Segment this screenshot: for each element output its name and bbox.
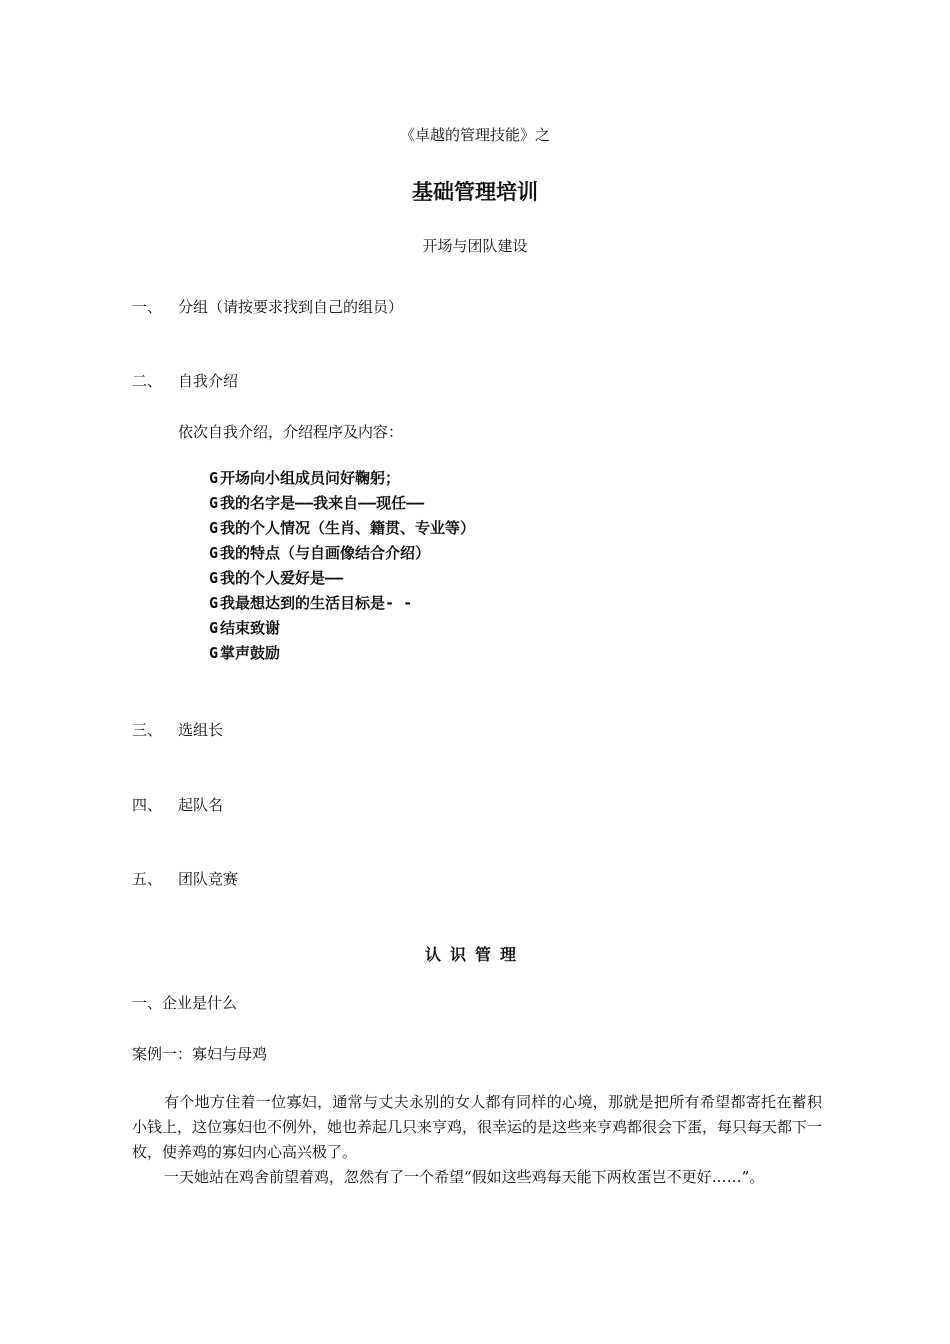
section-text: 团队竞赛 (178, 870, 239, 888)
section-item (0, 868, 950, 890)
bullet-marker: G (209, 519, 219, 537)
bullet-list (209, 466, 475, 666)
section-number: 一、 (132, 298, 163, 316)
section-item (0, 719, 950, 741)
document-title: 基础管理培训 (412, 180, 538, 204)
case-title: 案例一：寡妇与母鸡 (132, 1045, 268, 1063)
section-text: 分组（请按要求找到自己的组员） (178, 298, 404, 316)
document-subtitle: 《卓越的管理技能》之 (399, 126, 550, 144)
section-text: 起队名 (178, 796, 224, 814)
bullet-marker: G (209, 619, 219, 637)
section-item (0, 370, 950, 392)
section-number: 四、 (132, 796, 163, 814)
paragraph: 一天她站在鸡舍前望着鸡，忽然有了一个希望“假如这些鸡每天能下两枚蛋岂不更好……”。 (164, 1168, 765, 1186)
list-item: G 掌声鼓励 (209, 644, 281, 662)
section-number: 三、 (132, 721, 163, 739)
section-text: 选组长 (178, 721, 224, 739)
intro-text: 依次自我介绍，介绍程序及内容： (178, 423, 404, 441)
part-heading: 认识管理 (424, 945, 525, 964)
section-number: 五、 (132, 870, 163, 888)
paragraph: 有个地方住着一位寡妇，通常与丈夫永别的女人都有同样的心境，那就是把所有希望都寄托在蓄积小钱上，这位寡妇也不例外，她也养起几只来亨鸡，很幸运的是这些来亨鸡都很会下蛋，每只每天都下一枚，使养鸡的寡妇内心高兴极了。 (132, 1093, 823, 1161)
section-number: 二、 (132, 372, 163, 390)
section-item (0, 794, 950, 816)
list-item: G 我的特点（与自画像结合介绍） (209, 544, 431, 562)
bullet-marker: G (209, 644, 219, 662)
section-title: 开场与团队建设 (422, 237, 528, 255)
bullet-marker: G (209, 594, 219, 612)
list-item: G 我的个人爱好是—— (209, 569, 344, 587)
list-item: G 结束致谢 (209, 619, 281, 637)
bullet-marker: G (209, 494, 219, 512)
bullet-marker: G (209, 569, 219, 587)
bullet-marker: G (209, 544, 219, 562)
list-item: G 我最想达到的生活目标是- - (209, 594, 413, 612)
list-item: G 我的名字是——我来自——现任—— (209, 494, 425, 512)
bullet-marker: G (209, 469, 219, 487)
section-text: 自我介绍 (178, 372, 239, 390)
question-heading: 一、企业是什么 (132, 994, 238, 1012)
list-item: G 我的个人情况（生肖、籍贯、专业等） (209, 519, 476, 537)
section-item (0, 296, 950, 318)
list-item: G 开场向小组成员问好鞠躬； (209, 469, 401, 487)
